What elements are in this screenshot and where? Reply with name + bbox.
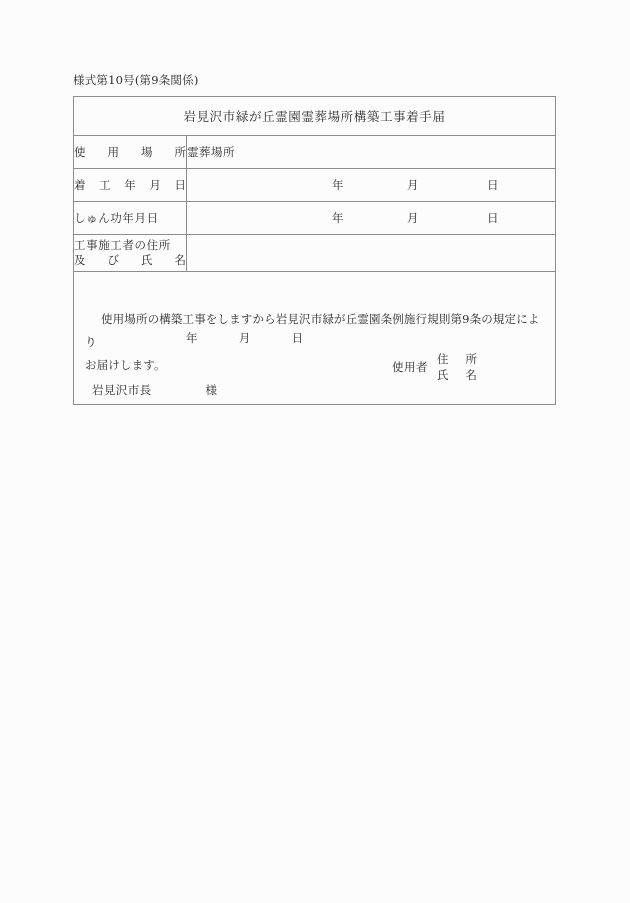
label-completion-date (74, 202, 187, 235)
label-start-date-char-4: 日 (174, 178, 186, 192)
applicant-label: 使用者 (392, 360, 428, 374)
applicant-address-label (437, 351, 477, 367)
table-row-completion-date (74, 202, 556, 235)
label-place-char-3: 所 (174, 145, 186, 159)
table-row-contractor (74, 235, 556, 272)
value-start-date[interactable] (187, 169, 556, 202)
submission-date-year-marker: 年 (186, 331, 198, 345)
completion-date-year-marker: 年 (332, 211, 344, 225)
start-date-month-marker: 月 (407, 178, 419, 192)
table-row-place (74, 136, 556, 169)
label-contractor-line2-char-0: 及 (74, 253, 86, 267)
label-start-date-char-3: 月 (149, 178, 161, 192)
label-start-date-char-0: 着 (74, 178, 86, 192)
addressee-block (92, 382, 217, 398)
addressee-title: 岩見沢市長 (92, 383, 152, 397)
form-title: 岩見沢市緑が丘霊園霊葬場所構築工事着手届 (183, 109, 446, 124)
label-place (74, 136, 187, 169)
submission-date-month-marker: 月 (238, 331, 251, 345)
form-number: 様式第10号(第9条関係) (73, 73, 199, 87)
applicant-address-char-0: 住 (437, 352, 449, 366)
label-start-date-char-2: 年 (124, 178, 136, 192)
applicant-name-char-0: 氏 (437, 368, 449, 382)
label-start-date-char-1: 工 (99, 178, 111, 192)
label-contractor (74, 235, 187, 272)
applicant-name-char-1: 名 (465, 368, 477, 382)
form-title-cell (74, 97, 556, 136)
table-row-declaration (74, 272, 556, 405)
label-contractor-line2-char-1: び (107, 253, 119, 267)
label-completion-date-text: しゅん功年月日 (74, 211, 159, 225)
completion-date-day-marker: 日 (487, 211, 499, 225)
label-contractor-line2-char-3: 名 (174, 253, 186, 267)
applicant-block (392, 351, 477, 383)
start-date-day-marker: 日 (487, 178, 499, 192)
applicant-address-char-1: 所 (465, 352, 477, 366)
place-value-text: 霊葬場所 (187, 145, 235, 159)
notification-form-table (73, 96, 556, 405)
applicant-fields[interactable] (437, 351, 477, 383)
completion-date-month-marker: 月 (407, 211, 419, 225)
submission-date-day-marker: 日 (291, 331, 304, 345)
declaration-cell (74, 272, 556, 405)
declaration-line-2: お届けします。 (85, 358, 166, 372)
label-place-char-1: 用 (107, 145, 119, 159)
label-contractor-line1: 工事施工者の住所 (74, 238, 171, 252)
declaration-line-1: 使用場所の構築工事をしますから岩見沢市緑が丘霊園条例施行規則第9条の規定により (85, 312, 540, 349)
declaration-paragraph (74, 299, 555, 377)
value-place[interactable] (187, 136, 556, 169)
submission-date[interactable] (186, 330, 303, 346)
addressee-honorific: 様 (205, 383, 218, 397)
table-row-title (74, 97, 556, 136)
value-completion-date[interactable] (187, 202, 556, 235)
start-date-year-marker: 年 (332, 178, 344, 192)
applicant-name-label (437, 367, 477, 383)
value-contractor[interactable] (187, 235, 556, 272)
label-place-char-2: 場 (141, 145, 153, 159)
label-place-char-0: 使 (74, 145, 86, 159)
table-row-start-date (74, 169, 556, 202)
label-contractor-line2-char-2: 氏 (141, 253, 153, 267)
label-start-date (74, 169, 187, 202)
